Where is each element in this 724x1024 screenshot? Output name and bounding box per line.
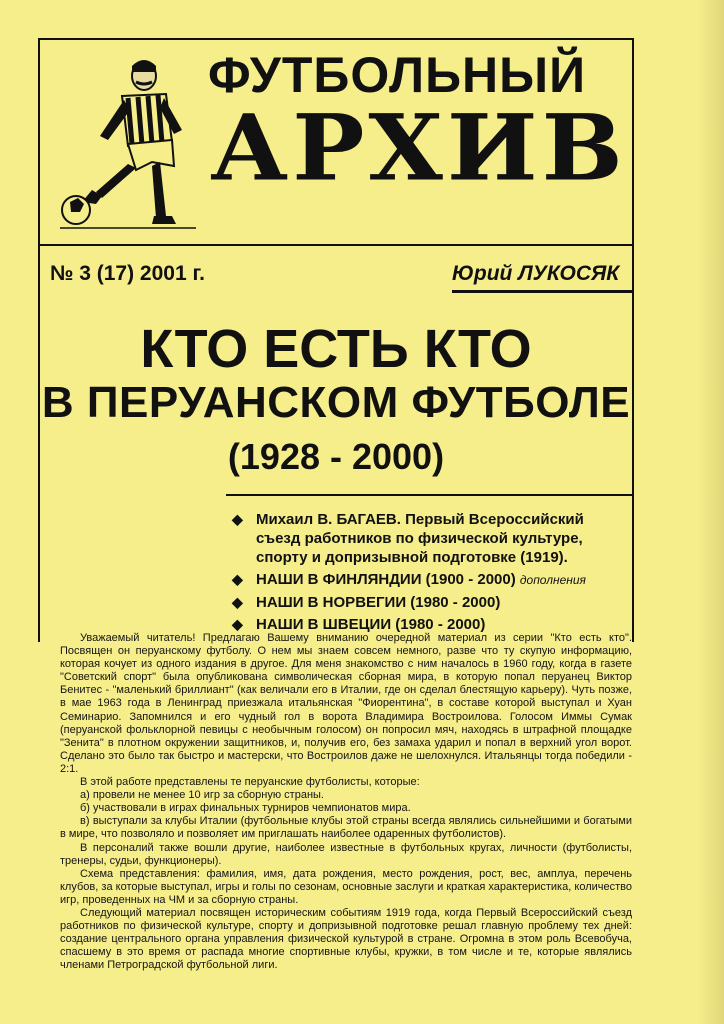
contents-item xyxy=(232,593,632,612)
body-list-item: б) участвовали в играх финальных турниров чемпионатов мира. xyxy=(80,802,411,815)
contents-item xyxy=(232,510,632,567)
body-list-item: а) провели не менее 10 игр за сборную страны. xyxy=(80,789,324,802)
body-list-item: в) выступали за клубы Италии (футбольные клубы этой страны всегда являлись сильнейшими и богатыми в мире, что позволяло и позволяет им приглашать наиболее одаренных футболистов). xyxy=(60,815,632,841)
author-underline xyxy=(452,290,634,293)
masthead-title-line2: АРХИВ xyxy=(210,93,627,202)
footballer-illustration xyxy=(56,46,206,236)
contents-item-text: НАШИ В ФИНЛЯНДИИ (1900 - 2000) xyxy=(256,571,516,588)
body-paragraph: Уважаемый читатель! Предлагаю Вашему вниманию очередной материал из серии "Кто есть кто". Посвящен он перуанскому футболу. О нем мы знаем совсем немного, разве что ту скупую информацию, которая кочует из одного издания в другое. Для меня знакомство с ним началось в 1960 году, когда в газете "Советский спорт" была опубликована символическая сборная мира, в которую попал перуанец Виктор Бенитес - "маленький бриллиант" (как величали его в Италии, где он сделал блестящую карьеру). Чуть позже, в мае 1963 года в Ленинград приезжала итальянская "Фиорентина", в составе которой выступал и Хуан Семинарио. Запомнился и его чудный гол в ворота Владимира Востроилова. Голосом Иммы Сумак (перуанской фольклорной певицы с необычным голосом) он попросил мяч, находясь в штрафной площадке "Зенита" в плотном окружении защитников, и, получив его, без замаха ударил и попал в верхний угол ворот. Сделано это было так быстро и мастерски, что Востроилов даже не шелохнулся. Итальянцы тогда победили - 2:1. xyxy=(60,632,632,775)
diamond-bullet-icon: ◆ xyxy=(232,594,243,610)
diamond-bullet-icon: ◆ xyxy=(232,511,243,527)
article-body xyxy=(60,632,632,972)
contents-item-note: дополнения xyxy=(519,573,586,587)
headline-years: (1928 - 2000) xyxy=(227,436,445,477)
contents-list xyxy=(232,510,632,637)
frame-right-rule xyxy=(632,292,634,642)
masthead-title-line1: ФУТБОЛЬНЫЙ xyxy=(208,47,587,103)
diamond-bullet-icon: ◆ xyxy=(232,571,243,587)
author-name: Юрий ЛУКОСЯК xyxy=(452,262,620,285)
headline-line1: КТО ЕСТЬ КТО xyxy=(140,319,532,379)
diamond-bullet-icon: ◆ xyxy=(232,616,243,632)
body-paragraph: Следующий материал посвящен историческим событиям 1919 года, когда Первый Всероссийский съезд работников по физической культуре, спорту и допризывной подготовке решал главную проблему тех дней: создание центрального органа управления физической культурой в стране. Огромна в этом роль Всевобуча, спасшему в это время от распада многие спортивные клубы, кружки, в том числе и те, которые являлись членами Петроградской футбольной лиги. xyxy=(60,906,632,972)
issue-number: № 3 (17) 2001 г. xyxy=(50,262,205,285)
contents-item-text: НАШИ В НОРВЕГИИ (1980 - 2000) xyxy=(256,594,501,611)
body-paragraph: В этой работе представлены те перуанские футболисты, которые: xyxy=(80,776,420,789)
contents-item xyxy=(232,570,632,590)
page-edge-shadow xyxy=(698,0,724,1024)
contents-item-text: НАШИ В ШВЕЦИИ (1980 - 2000) xyxy=(256,616,486,633)
headline-line2: В ПЕРУАНСКОМ ФУТБОЛЕ xyxy=(41,378,631,427)
contents-divider xyxy=(226,494,632,496)
body-paragraph: Схема представления: фамилия, имя, дата рождения, место рождения, рост, вес, амплуа, перечень клубов, за которые выступал, игры и голы по сезонам, основные заслуги и краткая характеристика, количество игр, проведенных на ЧМ и за сборную страны. xyxy=(60,867,632,906)
body-paragraph: В персоналий также вошли другие, наиболее известные в футбольных кругах, личности (футболисты, тренеры, судьи, функционеры). xyxy=(60,841,632,867)
contents-item-text: Михаил В. БАГАЕВ. Первый Всероссийский съезд работников по физической культуре, спорту и допризывной подготовке (1919). xyxy=(256,511,584,566)
